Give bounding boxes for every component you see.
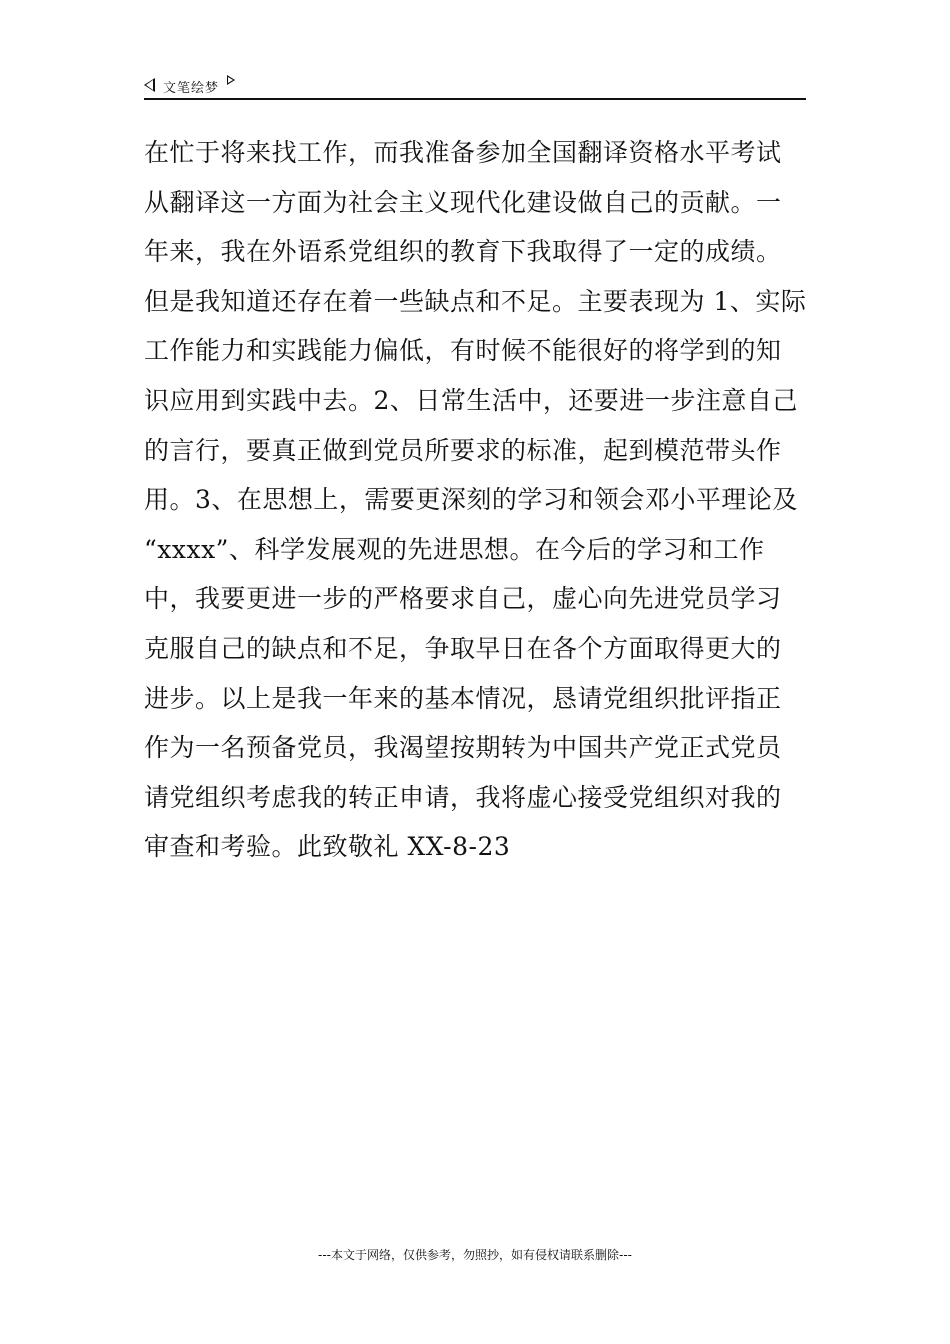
body-line: 进步。以上是我一年来的基本情况，恳请党组织批评指正 xyxy=(144,683,782,713)
body-line: 在忙于将来找工作，而我准备参加全国翻译资格水平考试 xyxy=(144,138,782,167)
body-line: 从翻译这一方面为社会主义现代化建设做自己的贡献。一 xyxy=(144,187,782,217)
body-line: 识应用到实践中去。2、日常生活中，还要进一步注意自己 xyxy=(144,385,798,415)
body-line: 用。3、在思想上，需要更深刻的学习和领会邓小平理论及 xyxy=(144,485,798,515)
body-line: 但是我知道还存在着一些缺点和不足。主要表现为 1、实际 xyxy=(144,286,807,316)
body-line: “xxxx”、科学发展观的先进思想。在今后的学习和工作 xyxy=(144,534,765,564)
header-title: 文笔绘梦 xyxy=(163,80,220,96)
document-body xyxy=(144,128,806,872)
triangle-right-icon xyxy=(227,75,235,85)
body-line: 工作能力和实践能力偏低，有时候不能很好的将学到的知 xyxy=(144,336,782,366)
footer-notice: ---本文于网络，仅供参考，勿照抄，如有侵权请联系删除--- xyxy=(318,1248,632,1262)
body-line: 请党组织考虑我的转正申请，我将虚心接受党组织对我的 xyxy=(144,782,782,812)
body-line: 的言行，要真正做到党员所要求的标准，起到模范带头作 xyxy=(144,435,782,465)
body-line: 作为一名预备党员，我渴望按期转为中国共产党正式党员 xyxy=(144,733,782,763)
body-line: 年来，我在外语系党组织的教育下我取得了一定的成绩。 xyxy=(144,237,782,267)
triangle-left-icon xyxy=(144,78,155,92)
body-line: 中，我要更进一步的严格要求自己，虚心向先进党员学习 xyxy=(144,584,782,614)
body-line: 审查和考验。此致敬礼 XX-8-23 xyxy=(144,832,511,862)
body-line: 克服自己的缺点和不足，争取早日在各个方面取得更大的 xyxy=(144,633,782,663)
page-header xyxy=(144,74,806,100)
